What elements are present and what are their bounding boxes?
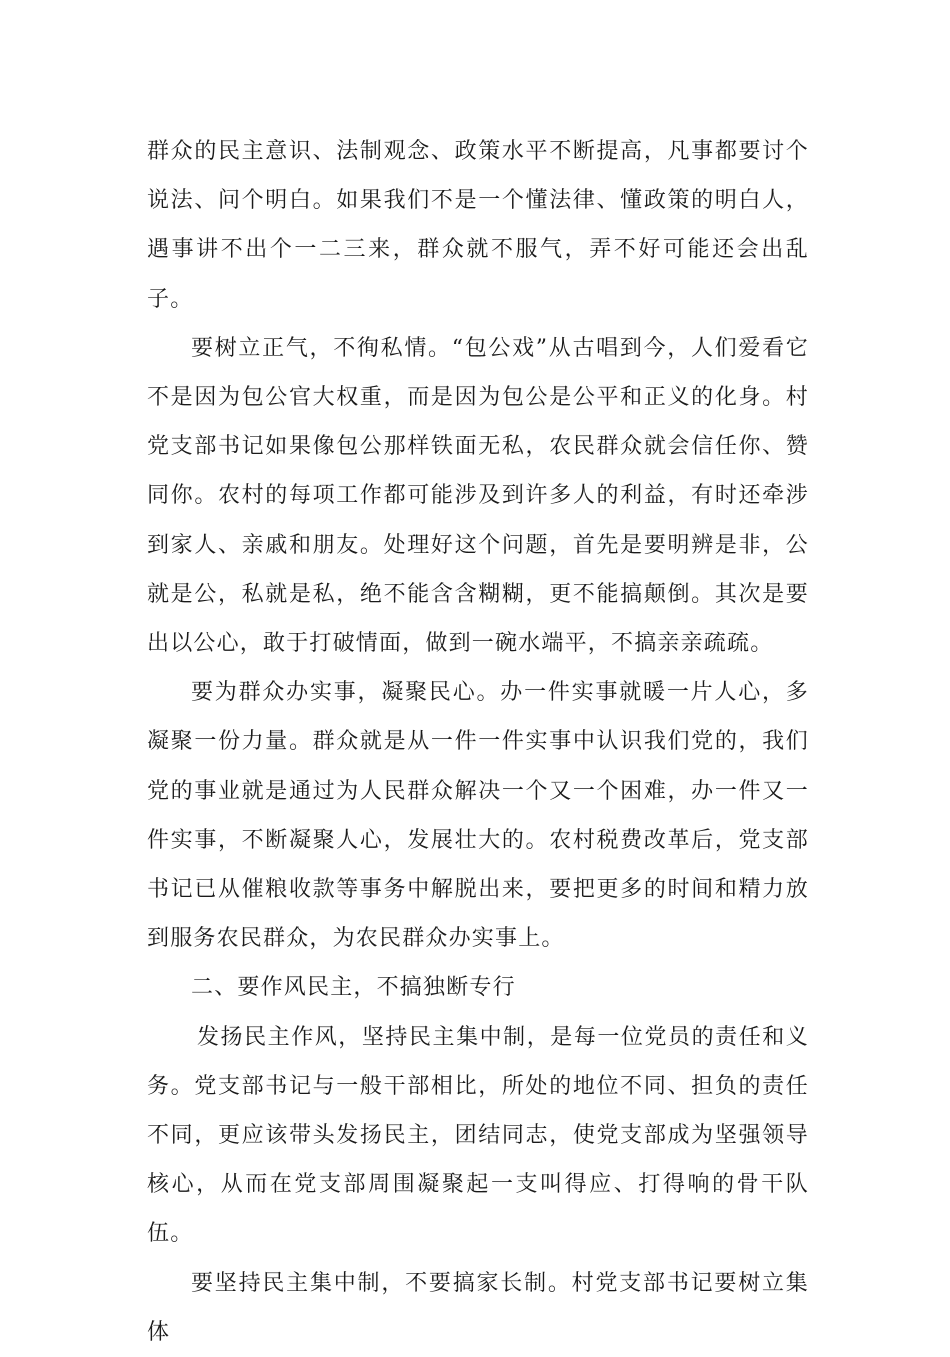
paragraph-6: 要坚持民主集中制，不要搞家长制。村党支部书记要树立集体 xyxy=(147,1270,809,1345)
paragraph-3: 要为群众办实事，凝聚民心。办一件实事就暖一片人心，多凝聚一份力量。群众就是从一件一件实事中认识我们党的，我们党的事业就是通过为人民群众解决一个又一个困难，办一件又一件实事，不断凝聚人心，发展壮大的。农村税费改革后，党支部书记已从催粮收款等事务中解脱出来，要把更多的时间和精力放到服务农民群众，为农民群众办实事上。 xyxy=(147,680,809,952)
paragraph-5: 发扬民主作风，坚持民主集中制，是每一位党员的责任和义务。党支部书记与一般干部相比，所处的地位不同、担负的责任不同，更应该带头发扬民主，团结同志，使党支部成为坚强领导核心，从而在党支部周围凝聚起一支叫得应、打得响的骨干队伍。 xyxy=(147,1024,809,1247)
body-text xyxy=(147,127,809,1357)
paragraph-2: 要树立正气，不徇私情。“包公戏”从古唱到今，人们爱看它不是因为包公官大权重，而是因为包公是公平和正义的化身。村党支部书记如果像包公那样铁面无私，农民群众就会信任你、赞同你。农村的每项工作都可能涉及到许多人的利益，有时还牵涉到家人、亲戚和朋友。处理好这个问题，首先是要明辨是非，公就是公，私就是私，绝不能含含糊糊，更不能搞颠倒。其次是要出以公心，敢于打破情面，做到一碗水端平，不搞亲亲疏疏。 xyxy=(147,335,809,657)
paragraph-1: 群众的民主意识、法制观念、政策水平不断提高，凡事都要讨个说法、问个明白。如果我们不是一个懂法律、懂政策的明白人，遇事讲不出个一二三来，群众就不服气，弄不好可能还会出乱子。 xyxy=(147,139,809,312)
section-heading: 二、要作风民主，不搞独断专行 xyxy=(191,975,516,1001)
